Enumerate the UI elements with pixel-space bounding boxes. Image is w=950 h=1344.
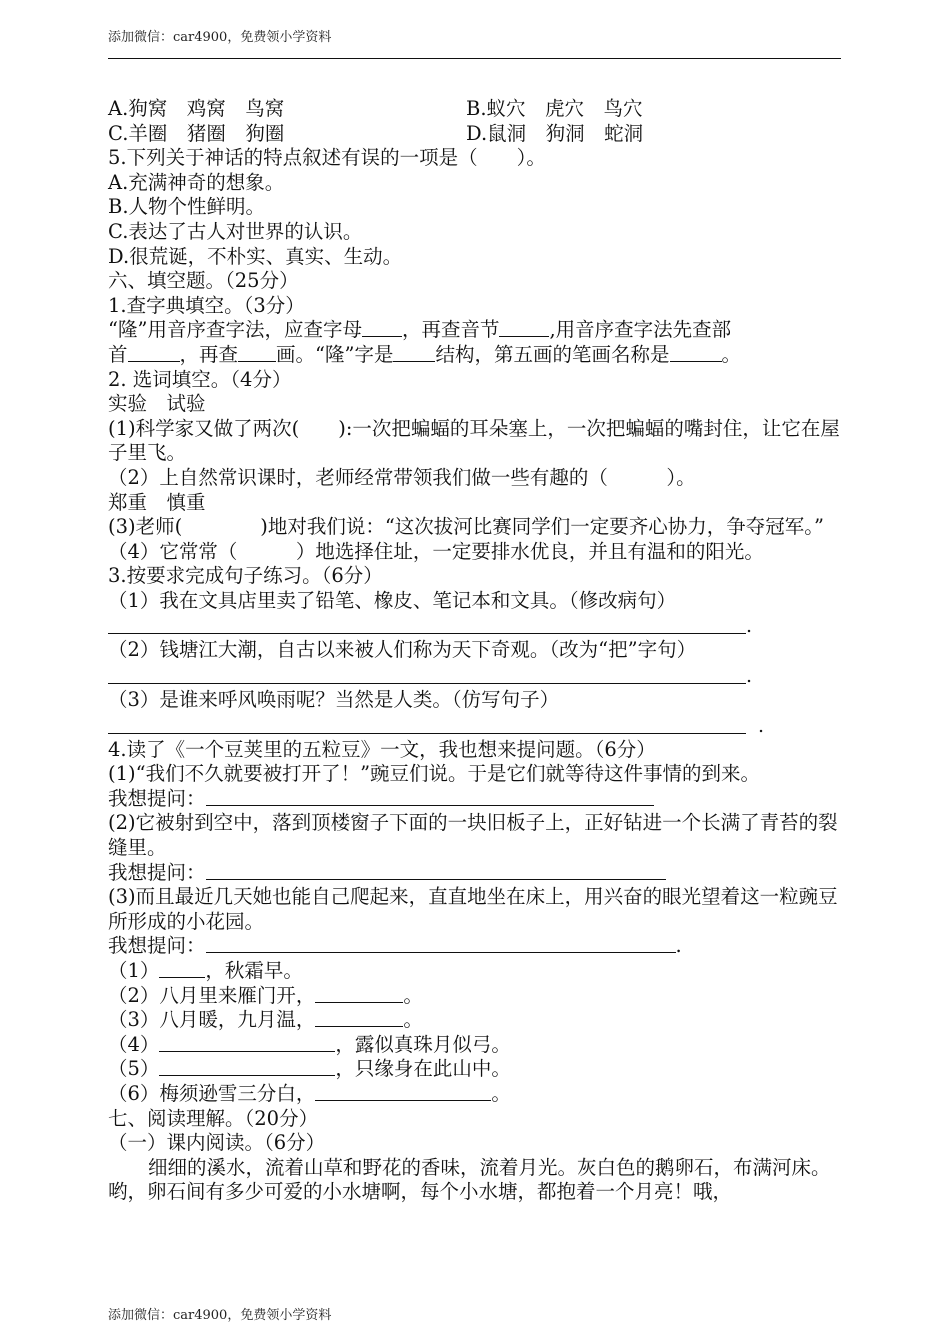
blank	[238, 343, 276, 362]
header-divider	[108, 58, 841, 59]
s6-q5-line-2	[108, 984, 848, 1009]
answer-blank[interactable]	[206, 861, 666, 880]
s6-q3-sentence-3: （3）是谁来呼风唤雨呢？当然是人类。（仿写句子）	[108, 688, 560, 712]
answer-blank[interactable]	[206, 787, 654, 806]
text-segment: “隆”用音序查字法，应查字母	[108, 318, 362, 342]
text-segment: 。	[403, 1008, 423, 1032]
text-segment: （1）	[108, 959, 160, 982]
blank	[499, 318, 549, 337]
ask-label: 我想提问：	[108, 860, 206, 884]
text-segment: ，秋霜早。	[205, 959, 303, 982]
q5-option-a: A.充满神奇的想象。	[108, 170, 285, 194]
text-segment: 结构，第五画的笔画名称是	[435, 342, 670, 366]
period-mark: .	[675, 934, 682, 958]
answer-line[interactable]	[108, 613, 848, 638]
answer-blank[interactable]	[315, 1082, 491, 1101]
s6-q1-line-2	[108, 343, 848, 368]
answer-blank[interactable]	[159, 959, 205, 978]
text-segment: 。	[721, 342, 742, 366]
text-segment: ，再查音节	[401, 318, 500, 342]
q4-options-row-2	[108, 122, 848, 147]
period-mark: .	[746, 615, 753, 638]
page-header: 添加微信：car4900，免费领小学资料	[108, 30, 332, 45]
s6-q4-sentence-1: (1)“我们不久就要被打开了！”豌豆们说。于是它们就等待这件事情的到来。	[108, 762, 761, 786]
text-segment: （6）梅须逊雪三分白，	[108, 1081, 316, 1105]
q5-option-b: B.人物个性鲜明。	[108, 195, 266, 219]
s6-q4-sentence-3: (3)而且最近几天她也能自己爬起来，直直地坐在床上，用兴奋的眼光望着这一粒豌豆所形成的小花园。	[108, 885, 838, 933]
s6-q2-sentence-1: (1)科学家又做了两次( ):一次把蝙蝠的耳朵塞上，一次把蝙蝠的嘴封住，让它在屋子里飞。	[108, 416, 840, 465]
s6-q3-sentence-1: （1）我在文具店里卖了铅笔、橡皮、笔记本和文具。（修改病句）	[108, 588, 677, 612]
s6-q5-line-5	[108, 1057, 848, 1082]
s6-q5-line-3	[108, 1008, 848, 1033]
text-segment: ，露似真珠月似弓。	[335, 1032, 511, 1056]
section-6-title: 六、填空题。（25分）	[108, 269, 299, 293]
ask-label: 我想提问：	[108, 934, 206, 958]
option-a: A.狗窝 鸡窝 鸟窝	[108, 97, 285, 120]
option-b: B.蚁穴 虎穴 鸟穴	[466, 97, 643, 120]
text-segment: ，再查	[179, 342, 239, 366]
text-segment: （3）八月暖，九月温，	[108, 1008, 316, 1032]
answer-underline	[108, 733, 746, 734]
answer-line[interactable]	[108, 713, 848, 738]
blank	[128, 343, 180, 362]
q4-options-row-1	[108, 97, 848, 122]
s6-q4-title: 4.读了《一个豆荚里的五粒豆》一文，我也想来提问题。（6分）	[108, 737, 656, 761]
answer-underline	[108, 633, 746, 634]
s6-q4-ask-1	[108, 787, 848, 812]
answer-blank[interactable]	[315, 984, 403, 1003]
s6-q4-ask-3	[108, 934, 848, 959]
exam-content	[108, 97, 848, 1205]
s6-q5-line-6	[108, 1082, 848, 1107]
option-d: D.鼠洞 狗洞 蛇洞	[466, 121, 644, 145]
period-mark: .	[746, 665, 753, 688]
s6-q1-line-1	[108, 318, 848, 343]
text-segment: 。	[403, 983, 423, 1007]
text-segment: ，只缘身在此山中。	[335, 1057, 511, 1081]
answer-blank[interactable]	[159, 1057, 335, 1076]
s6-q2-sentence-4: （4）它常常（ ）地选择住址，一定要排水优良，并且有温和的阳光。	[108, 539, 764, 563]
s6-q2-words-1: 实验 试验	[108, 392, 206, 416]
s6-q3-sentence-2: （2）钱塘江大潮，自古以来被人们称为天下奇观。（改为“把”字句）	[108, 638, 697, 662]
q5-option-d: D.很荒诞，不朴实、真实、生动。	[108, 244, 403, 268]
q5-stem: 5.下列关于神话的特点叙述有误的一项是（ ）。	[108, 146, 546, 170]
answer-blank[interactable]	[206, 934, 676, 953]
blank	[362, 318, 402, 337]
answer-line[interactable]	[108, 663, 848, 688]
s7-sub-1: （一）课内阅读。（6分）	[108, 1131, 326, 1155]
text-segment: （2）八月里来雁门开，	[108, 983, 316, 1007]
q5-option-c: C.表达了古人对世界的认识。	[108, 219, 363, 243]
text-segment: 。	[491, 1081, 511, 1105]
s6-q4-sentence-2: (2)它被射到空中，落到顶楼窗子下面的一块旧板子上，正好钻进一个长满了青苔的裂缝里。	[108, 811, 838, 860]
answer-blank[interactable]	[159, 1033, 335, 1052]
s6-q5-line-4	[108, 1033, 848, 1058]
s6-q2-title: 2. 选词填空。（4分）	[108, 367, 292, 391]
text-segment: 画。“隆”字是	[276, 342, 394, 366]
s6-q5-line-1	[108, 959, 848, 984]
text-segment: ,用音序查字法先查部	[549, 318, 732, 342]
s6-q2-words-2: 郑重 慎重	[108, 490, 206, 514]
section-7-title: 七、阅读理解。（20分）	[108, 1106, 319, 1130]
s6-q3-title: 3.按要求完成句子练习。（6分）	[108, 564, 383, 588]
answer-underline	[108, 683, 746, 684]
blank	[670, 343, 722, 362]
s6-q2-sentence-2: （2）上自然常识课时，老师经常带领我们做一些有趣的（ ）。	[108, 465, 696, 489]
option-c: C.羊圈 猪圈 狗圈	[108, 121, 285, 145]
period-mark: .	[758, 714, 765, 737]
s6-q1-title: 1.查字典填空。（3分）	[108, 293, 305, 317]
ask-label: 我想提问：	[108, 786, 206, 810]
page-footer: 添加微信：car4900，免费领小学资料	[108, 1308, 332, 1323]
text-segment: （4）	[108, 1032, 160, 1056]
text-segment: 首	[108, 342, 128, 366]
text-segment: （5）	[108, 1057, 160, 1081]
answer-blank[interactable]	[315, 1008, 403, 1027]
s7-passage: 细细的溪水，流着山草和野花的香味，流着月光。灰白色的鹅卵石，布满河床。哟，卵石间有多少可爱的小水塘啊，每个小水塘，都抱着一个月亮！哦，	[108, 1155, 831, 1204]
s6-q2-sentence-3: (3)老师( )地对我们说：“这次拔河比赛同学们一定要齐心协力，争夺冠军。”	[108, 515, 825, 539]
blank	[393, 343, 435, 362]
s6-q4-ask-2	[108, 861, 848, 886]
